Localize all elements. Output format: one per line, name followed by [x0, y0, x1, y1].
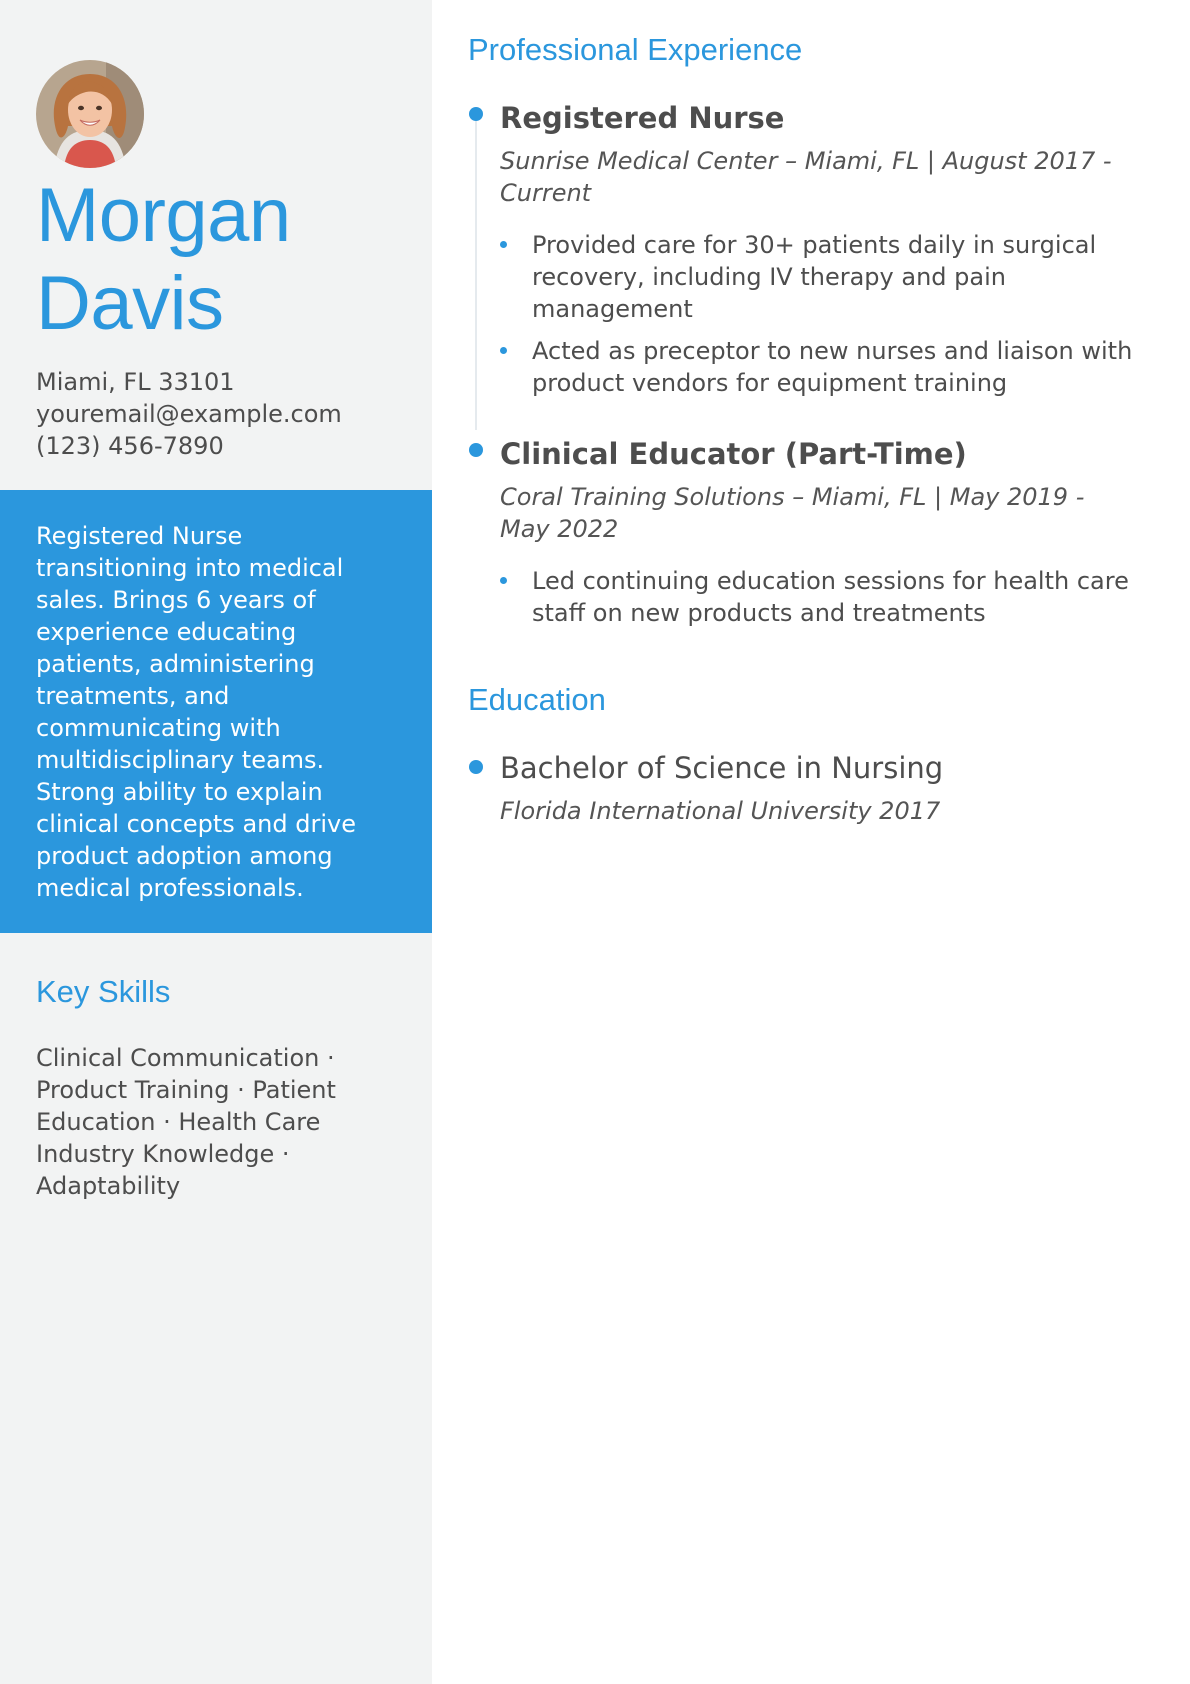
- experience-heading: Professional Experience: [468, 32, 803, 67]
- bullet-text: Acted as preceptor to new nurses and liaison with product vendors for equipment training: [532, 337, 1133, 397]
- first-name: Morgan: [36, 173, 291, 258]
- timeline-dot: [469, 107, 483, 121]
- list-item: [500, 335, 1145, 399]
- job-bullets: [500, 229, 1145, 409]
- degree-title: Bachelor of Science in Nursing: [500, 751, 944, 785]
- education-heading: Education: [468, 682, 606, 717]
- timeline-dot: [469, 443, 483, 457]
- last-name: Davis: [36, 261, 224, 346]
- bullet-text: Led continuing education sessions for health care staff on new products and treatments: [532, 567, 1129, 627]
- list-item: [500, 565, 1145, 629]
- skills-text: Clinical Communication · Product Training · Patient Education · Health Care Industry Knowledge · Adaptability: [36, 1044, 336, 1200]
- avatar-photo-icon: [36, 60, 144, 168]
- sidebar: [0, 0, 432, 1684]
- bullet-icon: [500, 577, 507, 584]
- candidate-name: [36, 172, 291, 348]
- skills-heading: Key Skills: [36, 974, 171, 1009]
- job-meta: Sunrise Medical Center – Miami, FL | August 2017 - Current: [500, 147, 1112, 207]
- school-text: Florida International University 2017: [500, 797, 941, 825]
- summary-text: Registered Nurse transitioning into medical sales. Brings 6 years of experience educating patients, administering treatments, and communicating with multidisciplinary teams. Strong ability to explain clinical concepts and drive product adoption among medical professionals.: [36, 522, 356, 902]
- job-meta: Coral Training Solutions – Miami, FL | May 2019 - May 2022: [500, 483, 1085, 543]
- bullet-text: Provided care for 30+ patients daily in surgical recovery, including IV therapy and pain management: [532, 231, 1097, 323]
- email-text: youremail@example.com: [36, 400, 342, 428]
- phone-text: (123) 456-7890: [36, 432, 224, 460]
- timeline-line: [475, 115, 477, 430]
- summary-block: [0, 490, 432, 933]
- bullet-icon: [500, 241, 507, 248]
- job-bullets: [500, 565, 1145, 639]
- job-title: Registered Nurse: [500, 101, 785, 135]
- job-title: Clinical Educator (Part-Time): [500, 437, 967, 471]
- timeline-dot: [469, 760, 483, 774]
- contact-info: [36, 366, 342, 462]
- location-text: Miami, FL 33101: [36, 368, 235, 396]
- avatar: [36, 60, 144, 168]
- list-item: [500, 229, 1145, 325]
- bullet-icon: [500, 347, 507, 354]
